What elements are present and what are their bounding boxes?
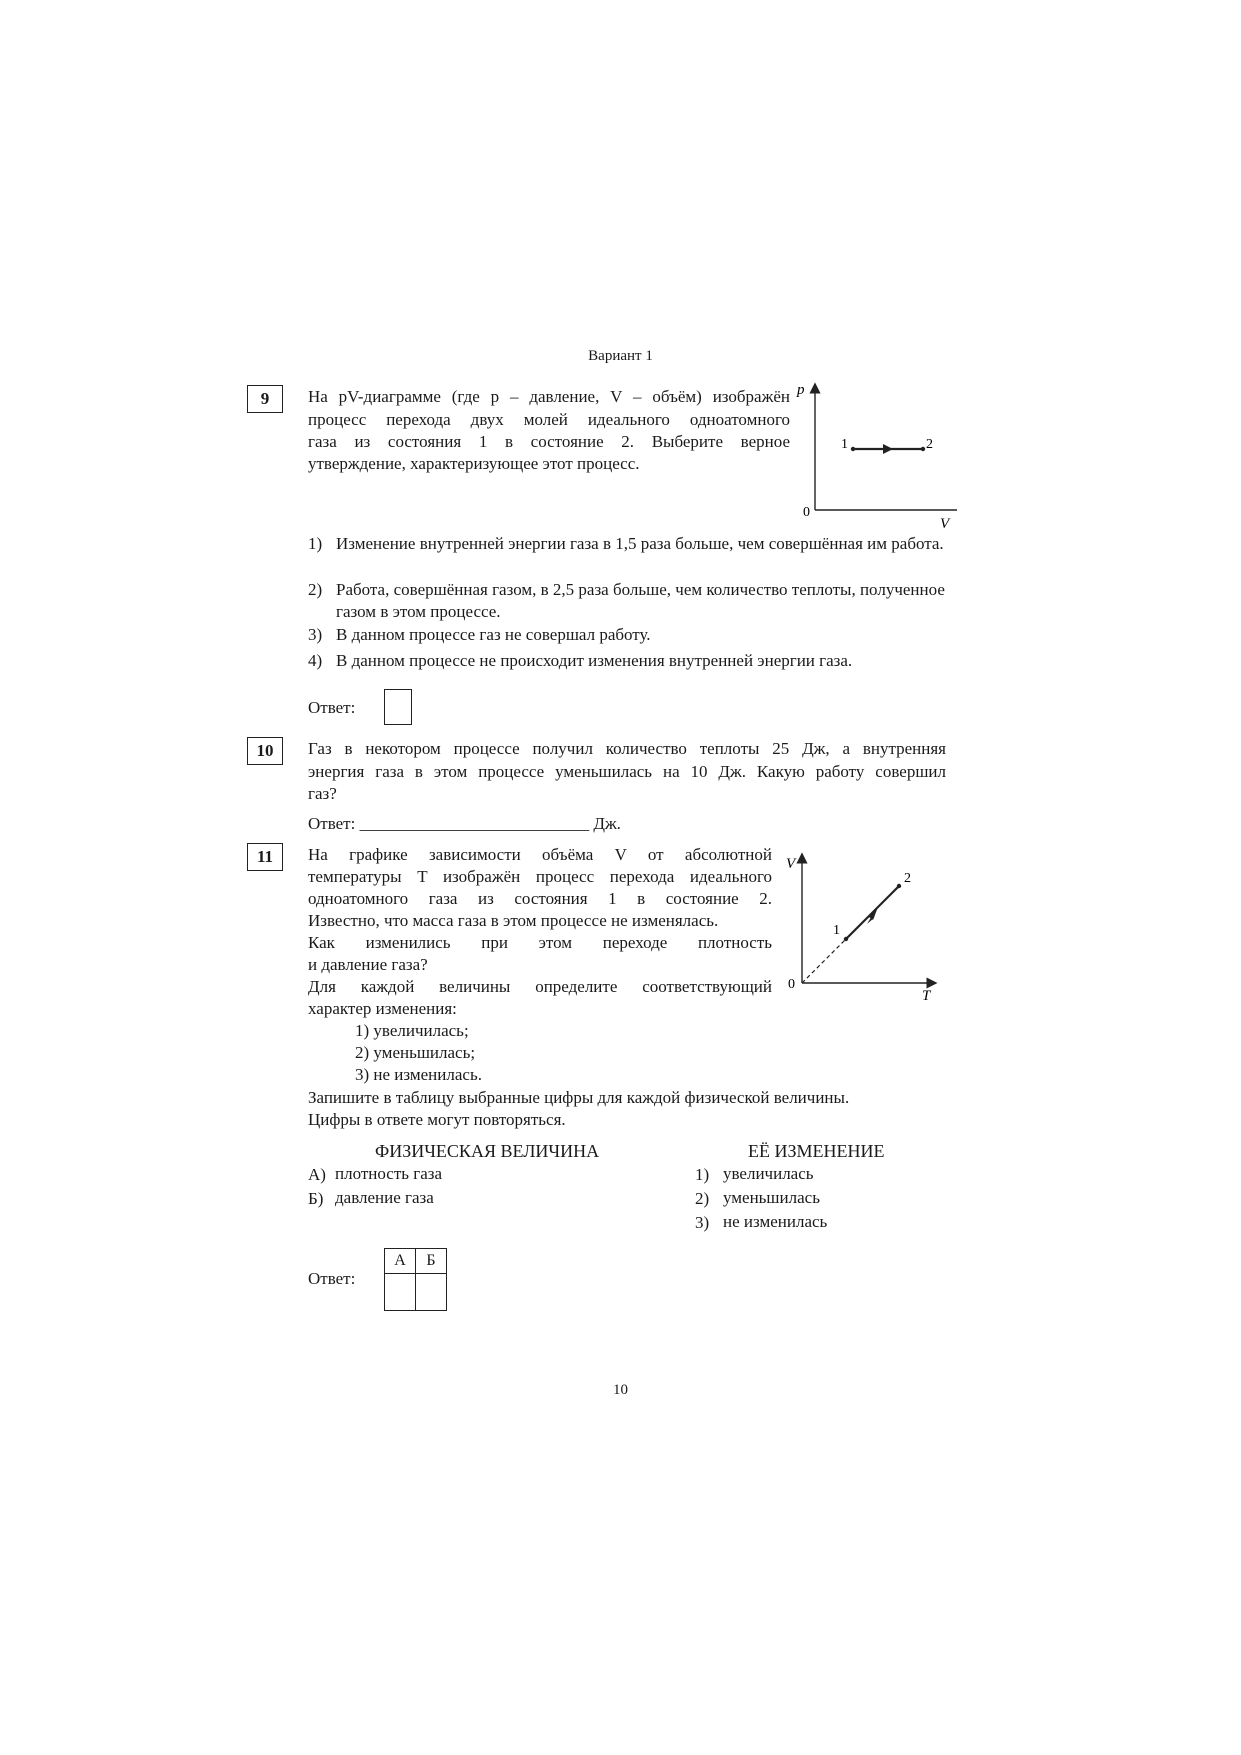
q11-text-line-5: Как изменились при этом переходе плотность	[308, 933, 772, 952]
origin-label: 0	[803, 505, 810, 520]
p-axis-label: p	[797, 382, 805, 398]
q10-answer-unit: Дж.	[593, 814, 621, 833]
answer-cell-a[interactable]	[385, 1274, 416, 1311]
q11-text-line-8: характер изменения:	[308, 999, 457, 1018]
question-number-10: 10	[247, 737, 283, 765]
process-arrow	[883, 444, 893, 454]
right-item-3-text: не изменилась	[723, 1212, 828, 1231]
extrapolation-dashed-line	[802, 939, 846, 983]
page-number: 10	[613, 1382, 628, 1398]
q9-text-line-4: утверждение, характеризующее этот процесс.	[308, 454, 640, 473]
state-2-point	[921, 447, 925, 451]
left-item-a-text: плотность газа	[335, 1164, 443, 1183]
process-line	[846, 886, 899, 939]
v-axis-label: V	[940, 516, 950, 532]
q10-text-line-3: газ?	[308, 784, 337, 803]
q10-answer-blank[interactable]: ___________________________	[359, 814, 590, 833]
q10-text-line-2: энергия газа в этом процессе уменьшилась на 10 Дж. Какую работу совершил	[308, 762, 946, 781]
vt-diagram	[780, 848, 950, 1008]
right-column-header: ЕЁ ИЗМЕНЕНИЕ	[748, 1141, 885, 1161]
q11-text-line-4: Известно, что масса газа в этом процессе не изменялась.	[308, 911, 719, 930]
q11-text-line-1: На графике зависимости объёма V от абсолютной	[308, 845, 772, 864]
q9-text-line-1: На pV-диаграмме (где p – давление, V – объём) изображён	[308, 387, 790, 406]
right-item-3-number: 3)	[695, 1213, 710, 1232]
state-2-point	[897, 884, 901, 888]
q11-choice-2: 2) уменьшилась;	[355, 1043, 476, 1062]
state-1-label: 1	[841, 437, 848, 452]
q11-answer-table	[384, 1248, 447, 1311]
q9-option-2-text: Работа, совершённая газом, в 2,5 раза больше, чем количество теплоты, полученное газом в этом процессе.	[336, 580, 945, 621]
v-axis-label: V	[786, 856, 796, 872]
q9-option-1-number: 1)	[308, 534, 323, 553]
q11-answer-label: Ответ:	[308, 1269, 356, 1288]
q9-option-2-number: 2)	[308, 580, 323, 599]
left-item-b-number: Б)	[308, 1189, 324, 1208]
q11-choice-1: 1) увеличилась;	[355, 1021, 469, 1040]
q11-text-line-7: Для каждой величины определите соответствующий	[308, 977, 772, 996]
right-item-1-text: увеличилась	[723, 1164, 814, 1183]
page-header: Вариант 1	[588, 348, 653, 364]
q9-option-4-number: 4)	[308, 651, 323, 670]
question-number-9: 9	[247, 385, 283, 413]
state-1-point	[851, 447, 855, 451]
answer-header-b: Б	[416, 1249, 447, 1274]
left-item-b-text: давление газа	[335, 1188, 434, 1207]
answer-cell-b[interactable]	[416, 1274, 447, 1311]
state-2-label: 2	[926, 437, 933, 452]
q10-text-line-1: Газ в некотором процессе получил количество теплоты 25 Дж, а внутренняя	[308, 739, 946, 758]
pv-diagram	[795, 380, 965, 535]
q11-choice-3: 3) не изменилась.	[355, 1065, 482, 1084]
q9-answer-box[interactable]	[384, 689, 412, 725]
origin-label: 0	[788, 977, 795, 992]
q9-text-line-3: газа из состояния 1 в состояние 2. Выберите верное	[308, 432, 790, 451]
q9-answer-label: Ответ:	[308, 698, 356, 717]
t-axis-label: T	[922, 988, 931, 1004]
right-item-2-text: уменьшилась	[723, 1188, 820, 1207]
q11-text-line-3: одноатомного газа из состояния 1 в состояние 2.	[308, 889, 772, 908]
left-item-a-number: А)	[308, 1165, 326, 1184]
q9-text-line-2: процесс перехода двух молей идеального одноатомного	[308, 410, 790, 429]
q9-option-3-number: 3)	[308, 625, 323, 644]
q10-answer-line	[308, 813, 621, 835]
answer-header-a: А	[385, 1249, 416, 1274]
q10-answer-label: Ответ:	[308, 814, 356, 833]
right-item-2-number: 2)	[695, 1189, 710, 1208]
left-column-header: ФИЗИЧЕСКАЯ ВЕЛИЧИНА	[375, 1141, 600, 1161]
q11-text-line-6: и давление газа?	[308, 955, 428, 974]
q9-option-3-text: В данном процессе газ не совершал работу.	[336, 625, 651, 644]
state-1-label: 1	[833, 923, 840, 938]
q11-instruction-line-2: Цифры в ответе могут повторяться.	[308, 1110, 566, 1129]
right-item-1-number: 1)	[695, 1165, 710, 1184]
state-2-label: 2	[904, 871, 911, 886]
state-1-point	[844, 937, 848, 941]
q11-text-line-2: температуры T изображён процесс перехода идеального	[308, 867, 772, 886]
q9-option-1-text: Изменение внутренней энергии газа в 1,5 раза больше, чем совершённая им работа.	[336, 534, 944, 553]
q11-instruction-line-1: Запишите в таблицу выбранные цифры для каждой физической величины.	[308, 1088, 850, 1107]
q9-option-4-text: В данном процессе не происходит изменения внутренней энергии газа.	[336, 651, 853, 670]
question-number-11: 11	[247, 843, 283, 871]
